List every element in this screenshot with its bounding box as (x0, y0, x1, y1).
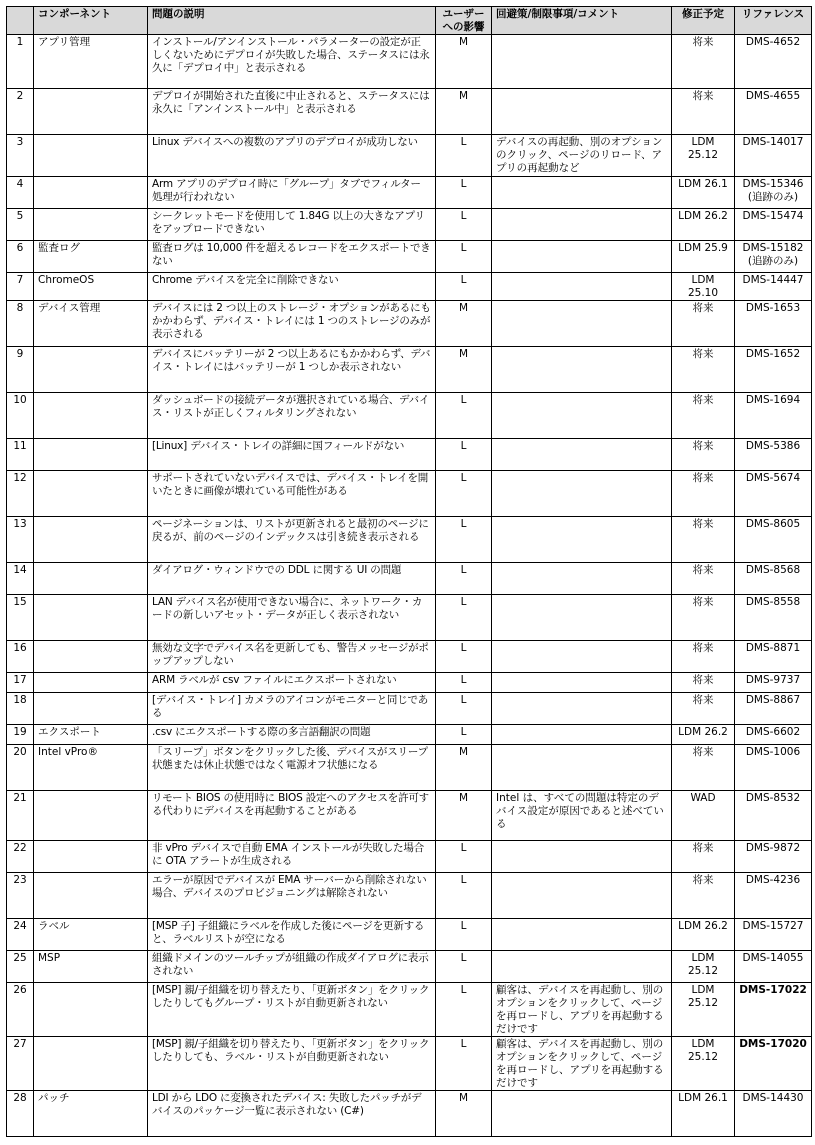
row-impact: L (436, 641, 492, 673)
row-workaround (492, 439, 672, 471)
row-description: シークレットモードを使用して 1.84G 以上の大きなアプリをアップロードできない (148, 209, 436, 241)
row-number: 26 (7, 983, 34, 1037)
row-reference: DMS-14430 (735, 1091, 812, 1137)
row-workaround (492, 301, 672, 347)
row-fix-version: 将来 (672, 563, 735, 595)
row-number: 10 (7, 393, 34, 439)
row-reference: DMS-9737 (735, 673, 812, 693)
row-impact: L (436, 209, 492, 241)
row-impact: L (436, 563, 492, 595)
table-row (7, 517, 812, 563)
row-component: パッチ (34, 1091, 148, 1137)
row-workaround (492, 517, 672, 563)
row-component: 監査ログ (34, 241, 148, 273)
row-fix-version: WAD (672, 791, 735, 841)
row-reference: DMS-1652 (735, 347, 812, 393)
row-number: 15 (7, 595, 34, 641)
row-component (34, 439, 148, 471)
row-impact: L (436, 693, 492, 725)
row-fix-version: LDM 26.2 (672, 209, 735, 241)
row-description: デプロイが開始された直後に中止されると、ステータスには永久に「アンインストール中」と表示される (148, 89, 436, 135)
row-reference: DMS-8871 (735, 641, 812, 673)
row-description: [MSP] 親/子組織を切り替えたり、「更新ボタン」をクリックしたりしてもグループ・リストが自動更新されない (148, 983, 436, 1037)
row-impact: L (436, 595, 492, 641)
row-fix-version: LDM 25.12 (672, 951, 735, 983)
row-impact: L (436, 439, 492, 471)
row-description: Arm アプリのデプロイ時に「グループ」タブでフィルター処理が行われない (148, 177, 436, 209)
row-workaround (492, 563, 672, 595)
table-row (7, 209, 812, 241)
row-description: ダッシュボードの接続データが選択されている場合、デバイス・リストが正しくフィルタリングされない (148, 393, 436, 439)
row-reference: DMS-15474 (735, 209, 812, 241)
row-description: 非 vPro デバイスで自動 EMA インストールが失敗した場合に OTA アラートが生成される (148, 841, 436, 873)
row-fix-version: LDM 26.2 (672, 919, 735, 951)
row-reference: DMS-14447 (735, 273, 812, 301)
row-impact: L (436, 471, 492, 517)
row-component (34, 693, 148, 725)
row-description: リモート BIOS の使用時に BIOS 設定へのアクセスを許可する代わりにデバイスを再起動することがある (148, 791, 436, 841)
row-number: 27 (7, 1037, 34, 1091)
row-fix-version: LDM 25.12 (672, 983, 735, 1037)
row-reference: DMS-15346 (追跡のみ) (735, 177, 812, 209)
row-workaround: Intel は、すべての問題は特定のデバイス設定が原因であると述べている (492, 791, 672, 841)
header-component: コンポーネント (34, 7, 148, 35)
row-reference: DMS-4236 (735, 873, 812, 919)
header-workaround: 回避策/制限事項/コメント (492, 7, 672, 35)
row-workaround (492, 393, 672, 439)
row-workaround: 顧客は、デバイスを再起動し、別のオプションをクリックして、ページを再ロードし、アプリを再起動するだけです (492, 1037, 672, 1091)
row-number: 1 (7, 35, 34, 89)
row-impact: M (436, 347, 492, 393)
row-impact: L (436, 841, 492, 873)
row-component: ラベル (34, 919, 148, 951)
row-impact: L (436, 273, 492, 301)
row-number: 22 (7, 841, 34, 873)
row-description: 無効な文字でデバイス名を更新しても、警告メッセージがポップアップしない (148, 641, 436, 673)
row-fix-version: 将来 (672, 301, 735, 347)
row-fix-version: 将来 (672, 595, 735, 641)
row-impact: L (436, 673, 492, 693)
table-row (7, 241, 812, 273)
row-fix-version: LDM 25.10 (672, 273, 735, 301)
row-reference: DMS-9872 (735, 841, 812, 873)
table-row (7, 745, 812, 791)
row-description: .csv にエクスポートする際の多言語翻訳の問題 (148, 725, 436, 745)
row-number: 20 (7, 745, 34, 791)
row-component (34, 641, 148, 673)
row-reference: DMS-5386 (735, 439, 812, 471)
row-impact: L (436, 177, 492, 209)
row-fix-version: 将来 (672, 841, 735, 873)
table-row (7, 135, 812, 177)
row-description: ページネーションは、リストが更新されると最初のページに戻るが、前のページのインデックスは引き続き表示される (148, 517, 436, 563)
table-row (7, 563, 812, 595)
row-workaround (492, 841, 672, 873)
row-component (34, 595, 148, 641)
row-workaround (492, 471, 672, 517)
row-reference: DMS-5674 (735, 471, 812, 517)
row-component: ChromeOS (34, 273, 148, 301)
row-reference: DMS-8532 (735, 791, 812, 841)
table-row (7, 89, 812, 135)
row-impact: L (436, 241, 492, 273)
row-fix-version: 将来 (672, 873, 735, 919)
row-reference: DMS-14055 (735, 951, 812, 983)
row-fix-version: 将来 (672, 517, 735, 563)
table-row (7, 951, 812, 983)
row-impact: M (436, 1091, 492, 1137)
row-workaround (492, 35, 672, 89)
row-component (34, 209, 148, 241)
row-impact: M (436, 791, 492, 841)
table-row (7, 641, 812, 673)
row-component (34, 471, 148, 517)
row-number: 16 (7, 641, 34, 673)
row-fix-version: LDM 26.2 (672, 725, 735, 745)
table-row (7, 393, 812, 439)
row-impact: L (436, 517, 492, 563)
header-description: 問題の説明 (148, 7, 436, 35)
row-number: 28 (7, 1091, 34, 1137)
row-workaround (492, 919, 672, 951)
row-description: 組織ドメインのツールチップが組織の作成ダイアログに表示されない (148, 951, 436, 983)
row-component (34, 983, 148, 1037)
row-component (34, 89, 148, 135)
table-row (7, 1091, 812, 1137)
row-workaround (492, 1091, 672, 1137)
row-impact: L (436, 725, 492, 745)
table-row (7, 693, 812, 725)
row-reference: DMS-1694 (735, 393, 812, 439)
row-number: 5 (7, 209, 34, 241)
header-reference: リファレンス (735, 7, 812, 35)
known-issues-table (6, 6, 812, 1137)
row-number: 23 (7, 873, 34, 919)
row-workaround: デバイスの再起動、別のオプションのクリック、ページのリロード、アプリの再起動など (492, 135, 672, 177)
row-description: Linux デバイスへの複数のアプリのデプロイが成功しない (148, 135, 436, 177)
row-number: 3 (7, 135, 34, 177)
row-workaround (492, 951, 672, 983)
row-component (34, 135, 148, 177)
row-number: 7 (7, 273, 34, 301)
row-impact: M (436, 89, 492, 135)
table-row (7, 471, 812, 517)
row-number: 21 (7, 791, 34, 841)
row-impact: L (436, 135, 492, 177)
row-description: LAN デバイス名が使用できない場合に、ネットワーク・カードの新しいアセット・データが正しく表示されない (148, 595, 436, 641)
row-workaround: 顧客は、デバイスを再起動し、別のオプションをクリックして、ページを再ロードし、アプリを再起動するだけです (492, 983, 672, 1037)
row-fix-version: LDM 26.1 (672, 177, 735, 209)
row-description: LDI から LDO に変換されたデバイス: 失敗したパッチがデバイスのパッケージ一覧に表示されない (C#) (148, 1091, 436, 1137)
table-row (7, 273, 812, 301)
table-row (7, 873, 812, 919)
row-number: 18 (7, 693, 34, 725)
row-description: [MSP 子] 子組織にラベルを作成した後にページを更新すると、ラベルリストが空になる (148, 919, 436, 951)
row-reference: DMS-8605 (735, 517, 812, 563)
row-component (34, 393, 148, 439)
row-workaround (492, 273, 672, 301)
row-impact: L (436, 393, 492, 439)
table-row (7, 841, 812, 873)
row-number: 13 (7, 517, 34, 563)
header-num (7, 7, 34, 35)
row-workaround (492, 873, 672, 919)
row-component (34, 347, 148, 393)
row-number: 19 (7, 725, 34, 745)
row-number: 24 (7, 919, 34, 951)
row-impact: M (436, 745, 492, 791)
row-description: 「スリープ」ボタンをクリックした後、デバイスがスリープ状態または休止状態ではなく電源オフ状態になる (148, 745, 436, 791)
row-fix-version: 将来 (672, 347, 735, 393)
row-description: 監査ログは 10,000 件を超えるレコードをエクスポートできない (148, 241, 436, 273)
row-number: 12 (7, 471, 34, 517)
row-description: サポートされていないデバイスでは、デバイス・トレイを開いたときに画像が壊れている可能性がある (148, 471, 436, 517)
table-row (7, 439, 812, 471)
row-fix-version: LDM 25.9 (672, 241, 735, 273)
row-fix-version: 将来 (672, 439, 735, 471)
row-component (34, 673, 148, 693)
row-workaround (492, 641, 672, 673)
row-impact: M (436, 301, 492, 347)
row-workaround (492, 693, 672, 725)
row-number: 14 (7, 563, 34, 595)
row-fix-version: 将来 (672, 745, 735, 791)
row-reference: DMS-4655 (735, 89, 812, 135)
row-component: Intel vPro® (34, 745, 148, 791)
header-row (7, 7, 812, 35)
row-number: 11 (7, 439, 34, 471)
row-description: ARM ラベルが csv ファイルにエクスポートされない (148, 673, 436, 693)
row-description: エラーが原因でデバイスが EMA サーバーから削除されない場合、デバイスのプロビジョニングは解除されない (148, 873, 436, 919)
row-workaround (492, 177, 672, 209)
row-reference: DMS-17020 (735, 1037, 812, 1091)
row-fix-version: LDM 26.1 (672, 1091, 735, 1137)
row-component (34, 841, 148, 873)
row-workaround (492, 89, 672, 135)
table-row (7, 673, 812, 693)
row-component (34, 563, 148, 595)
row-reference: DMS-8558 (735, 595, 812, 641)
row-impact: L (436, 873, 492, 919)
row-component: デバイス管理 (34, 301, 148, 347)
row-number: 17 (7, 673, 34, 693)
row-number: 2 (7, 89, 34, 135)
row-number: 25 (7, 951, 34, 983)
row-description: ダイアログ・ウィンドウでの DDL に関する UI の問題 (148, 563, 436, 595)
row-reference: DMS-8867 (735, 693, 812, 725)
row-fix-version: 将来 (672, 393, 735, 439)
table-row (7, 791, 812, 841)
row-workaround (492, 209, 672, 241)
row-number: 4 (7, 177, 34, 209)
row-reference: DMS-6602 (735, 725, 812, 745)
row-component: エクスポート (34, 725, 148, 745)
row-workaround (492, 347, 672, 393)
table-row (7, 725, 812, 745)
table-row (7, 919, 812, 951)
table-row (7, 983, 812, 1037)
row-reference: DMS-15727 (735, 919, 812, 951)
row-workaround (492, 725, 672, 745)
row-description: デバイスにバッテリーが 2 つ以上あるにもかかわらず、デバイス・トレイにはバッテリーが 1 つしか表示されない (148, 347, 436, 393)
row-impact: L (436, 1037, 492, 1091)
row-workaround (492, 241, 672, 273)
table-row (7, 35, 812, 89)
row-number: 9 (7, 347, 34, 393)
row-reference: DMS-1006 (735, 745, 812, 791)
row-component: MSP (34, 951, 148, 983)
row-component (34, 517, 148, 563)
table-row (7, 595, 812, 641)
row-number: 8 (7, 301, 34, 347)
table-row (7, 301, 812, 347)
row-impact: L (436, 951, 492, 983)
row-description: [Linux] デバイス・トレイの詳細に国フィールドがない (148, 439, 436, 471)
row-description: インストール/アンインストール・パラメーターの設定が正しくないためにデプロイが失敗した場合、ステータスには永久に「デプロイ中」と表示される (148, 35, 436, 89)
row-fix-version: 将来 (672, 673, 735, 693)
row-component (34, 177, 148, 209)
row-reference: DMS-15182 (追跡のみ) (735, 241, 812, 273)
row-reference: DMS-14017 (735, 135, 812, 177)
row-fix-version: 将来 (672, 471, 735, 517)
row-description: Chrome デバイスを完全に削除できない (148, 273, 436, 301)
row-reference: DMS-17022 (735, 983, 812, 1037)
row-fix-version: 将来 (672, 641, 735, 673)
row-component (34, 791, 148, 841)
header-impact: ユーザーへの影響 (436, 7, 492, 35)
row-workaround (492, 673, 672, 693)
row-fix-version: LDM 25.12 (672, 135, 735, 177)
table-row (7, 177, 812, 209)
row-impact: L (436, 919, 492, 951)
row-workaround (492, 595, 672, 641)
row-fix-version: 将来 (672, 693, 735, 725)
row-fix-version: 将来 (672, 35, 735, 89)
row-component (34, 1037, 148, 1091)
row-reference: DMS-8568 (735, 563, 812, 595)
row-fix-version: 将来 (672, 89, 735, 135)
row-component: アプリ管理 (34, 35, 148, 89)
row-reference: DMS-4652 (735, 35, 812, 89)
header-fix: 修正予定 (672, 7, 735, 35)
row-workaround (492, 745, 672, 791)
row-impact: L (436, 983, 492, 1037)
row-reference: DMS-1653 (735, 301, 812, 347)
table-row (7, 347, 812, 393)
row-description: デバイスには 2 つ以上のストレージ・オプションがあるにもかかわらず、デバイス・トレイには 1 つのストレージのみが表示される (148, 301, 436, 347)
row-description: [デバイス・トレイ] カメラのアイコンがモニターと同じである (148, 693, 436, 725)
row-number: 6 (7, 241, 34, 273)
row-fix-version: LDM 25.12 (672, 1037, 735, 1091)
row-component (34, 873, 148, 919)
row-impact: M (436, 35, 492, 89)
table-row (7, 1037, 812, 1091)
row-description: [MSP] 親/子組織を切り替えたり、「更新ボタン」をクリックしたりしても、ラベル・リストが自動更新されない (148, 1037, 436, 1091)
